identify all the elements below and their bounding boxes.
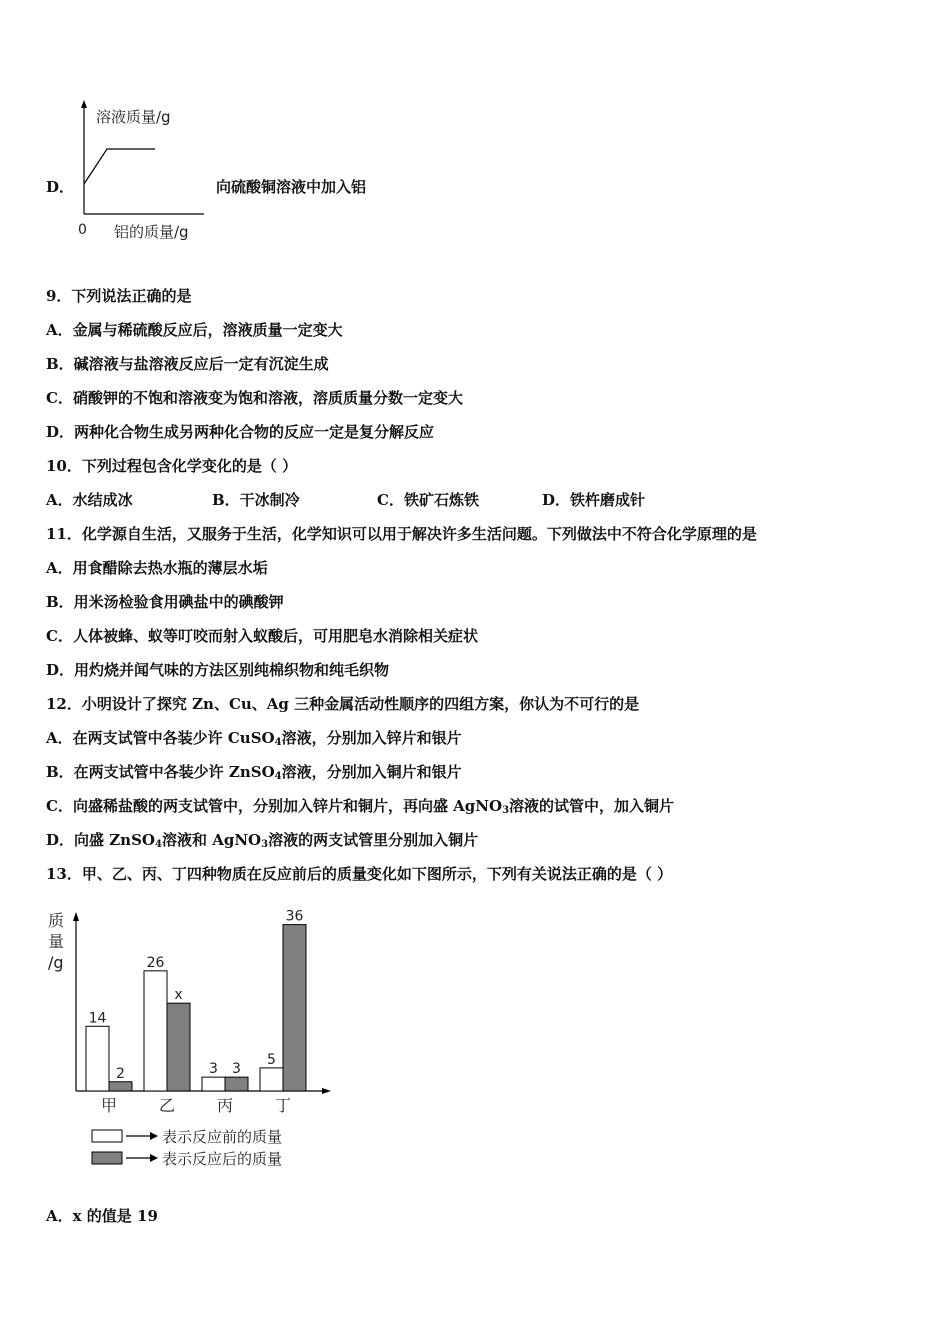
chart-x-axis-arrow bbox=[322, 1088, 331, 1094]
q10-option-a: A．水结成冰 bbox=[46, 491, 133, 509]
graph-curve bbox=[84, 149, 155, 184]
q11-option-d: D．用灼烧并闻气味的方法区别纯棉织物和纯毛织物 bbox=[46, 661, 390, 679]
q11-stem: 11．化学源自生活，又服务于生活，化学知识可以用于解决许多生活问题。下列做法中不符合化学原理的是 bbox=[46, 525, 757, 543]
chart-data-label: 2 bbox=[116, 1065, 125, 1082]
chart-legend-label: 表示反应前的质量 bbox=[162, 1128, 283, 1146]
chart-data-label: 3 bbox=[209, 1061, 218, 1078]
q12-option-a bbox=[46, 728, 462, 753]
q8-option-d-text: 向硫酸铜溶液中加入铝 bbox=[216, 178, 367, 196]
chart-y-label: 质 bbox=[48, 911, 65, 930]
chart-x-tick-label: 乙 bbox=[158, 1096, 176, 1115]
chart-x-tick-label: 丁 bbox=[274, 1096, 292, 1115]
q12-d-post: 溶液的两支试管里分别加入铜片 bbox=[268, 831, 479, 849]
q12-option-b bbox=[46, 762, 462, 787]
q8-d-graph bbox=[72, 96, 212, 246]
graph-y-label: 溶液质量/g bbox=[96, 108, 171, 126]
q13-bar-chart bbox=[40, 898, 340, 1178]
q12-b-sub: 4 bbox=[274, 771, 282, 782]
chart-bar bbox=[225, 1077, 248, 1091]
q9-option-c: C．硝酸钾的不饱和溶液变为饱和溶液，溶质质量分数一定变大 bbox=[46, 389, 463, 407]
q10-option-c: C．铁矿石炼铁 bbox=[377, 491, 479, 509]
q12-d-mid: 溶液和 AgNO bbox=[161, 831, 262, 849]
chart-data-label: 14 bbox=[88, 1010, 107, 1027]
chart-bar bbox=[283, 925, 306, 1091]
chart-legend-swatch bbox=[92, 1130, 122, 1142]
q13-option-a: A．x 的值是 19 bbox=[46, 1207, 158, 1225]
q9-stem: 9．下列说法正确的是 bbox=[46, 287, 192, 305]
q13-stem: 13．甲、乙、丙、丁四种物质在反应前后的质量变化如下图所示，下列有关说法正确的是（ ） bbox=[46, 865, 673, 883]
graph-origin: 0 bbox=[78, 222, 87, 238]
q12-a-pre: A．在两支试管中各装少许 CuSO bbox=[46, 729, 275, 747]
q12-option-c bbox=[46, 796, 674, 821]
chart-y-label: /g bbox=[48, 953, 64, 972]
q10-stem: 10．下列过程包含化学变化的是（ ） bbox=[46, 457, 298, 475]
chart-bar bbox=[202, 1077, 225, 1091]
q12-option-d bbox=[46, 830, 478, 855]
chart-y-axis-arrow bbox=[73, 912, 79, 921]
chart-legend-arrow-head bbox=[150, 1132, 158, 1140]
chart-legend-swatch bbox=[92, 1152, 122, 1164]
q12-c-pre: C．向盛稀盐酸的两支试管中，分别加入锌片和铜片，再向盛 AgNO bbox=[46, 797, 503, 815]
q12-b-pre: B．在两支试管中各装少许 ZnSO bbox=[46, 763, 275, 781]
q10-option-b: B．干冰制冷 bbox=[212, 491, 300, 509]
chart-data-label: 3 bbox=[232, 1061, 241, 1078]
chart-bar bbox=[167, 1003, 190, 1091]
q11-option-a: A．用食醋除去热水瓶的薄层水垢 bbox=[46, 559, 268, 577]
q12-a-sub: 4 bbox=[274, 737, 282, 748]
graph-x-label: 铝的质量/g bbox=[114, 223, 189, 241]
q12-b-post: 溶液，分别加入铜片和银片 bbox=[281, 763, 462, 781]
chart-legend-label: 表示反应后的质量 bbox=[162, 1150, 283, 1168]
graph-y-arrow bbox=[81, 100, 87, 108]
q8-option-d-label: D． bbox=[46, 178, 75, 196]
q11-option-b: B．用米汤检验食用碘盐中的碘酸钾 bbox=[46, 593, 284, 611]
chart-data-label: 26 bbox=[146, 954, 165, 971]
q12-c-sub: 3 bbox=[502, 805, 510, 816]
chart-y-label: 量 bbox=[48, 932, 65, 951]
q12-d-pre: D．向盛 ZnSO bbox=[46, 831, 155, 849]
q12-stem: 12．小明设计了探究 Zn、Cu、Ag 三种金属活动性顺序的四组方案，你认为不可行的是 bbox=[46, 695, 640, 713]
chart-x-tick-label: 甲 bbox=[100, 1096, 118, 1115]
q12-d-sub1: 4 bbox=[155, 839, 162, 850]
chart-data-label: x bbox=[174, 987, 183, 1004]
chart-legend-arrow-head bbox=[150, 1154, 158, 1162]
chart-bar bbox=[109, 1082, 132, 1091]
q12-d-sub2: 3 bbox=[261, 839, 269, 850]
q9-option-a: A．金属与稀硫酸反应后，溶液质量一定变大 bbox=[46, 321, 343, 339]
q10-option-d: D．铁杵磨成针 bbox=[542, 491, 646, 509]
chart-data-label: 36 bbox=[285, 908, 304, 925]
chart-bar bbox=[260, 1068, 283, 1091]
chart-bar bbox=[144, 971, 167, 1091]
chart-x-tick-label: 丙 bbox=[216, 1096, 234, 1115]
q9-option-d: D．两种化合物生成另两种化合物的反应一定是复分解反应 bbox=[46, 423, 435, 441]
q12-c-post: 溶液的试管中，加入铜片 bbox=[509, 797, 675, 815]
chart-bar bbox=[86, 1026, 109, 1091]
chart-data-label: 5 bbox=[267, 1051, 276, 1068]
q11-option-c: C．人体被蜂、蚁等叮咬而射入蚁酸后，可用肥皂水消除相关症状 bbox=[46, 627, 478, 645]
q9-option-b: B．碱溶液与盐溶液反应后一定有沉淀生成 bbox=[46, 355, 329, 373]
q12-a-post: 溶液，分别加入锌片和银片 bbox=[281, 729, 462, 747]
